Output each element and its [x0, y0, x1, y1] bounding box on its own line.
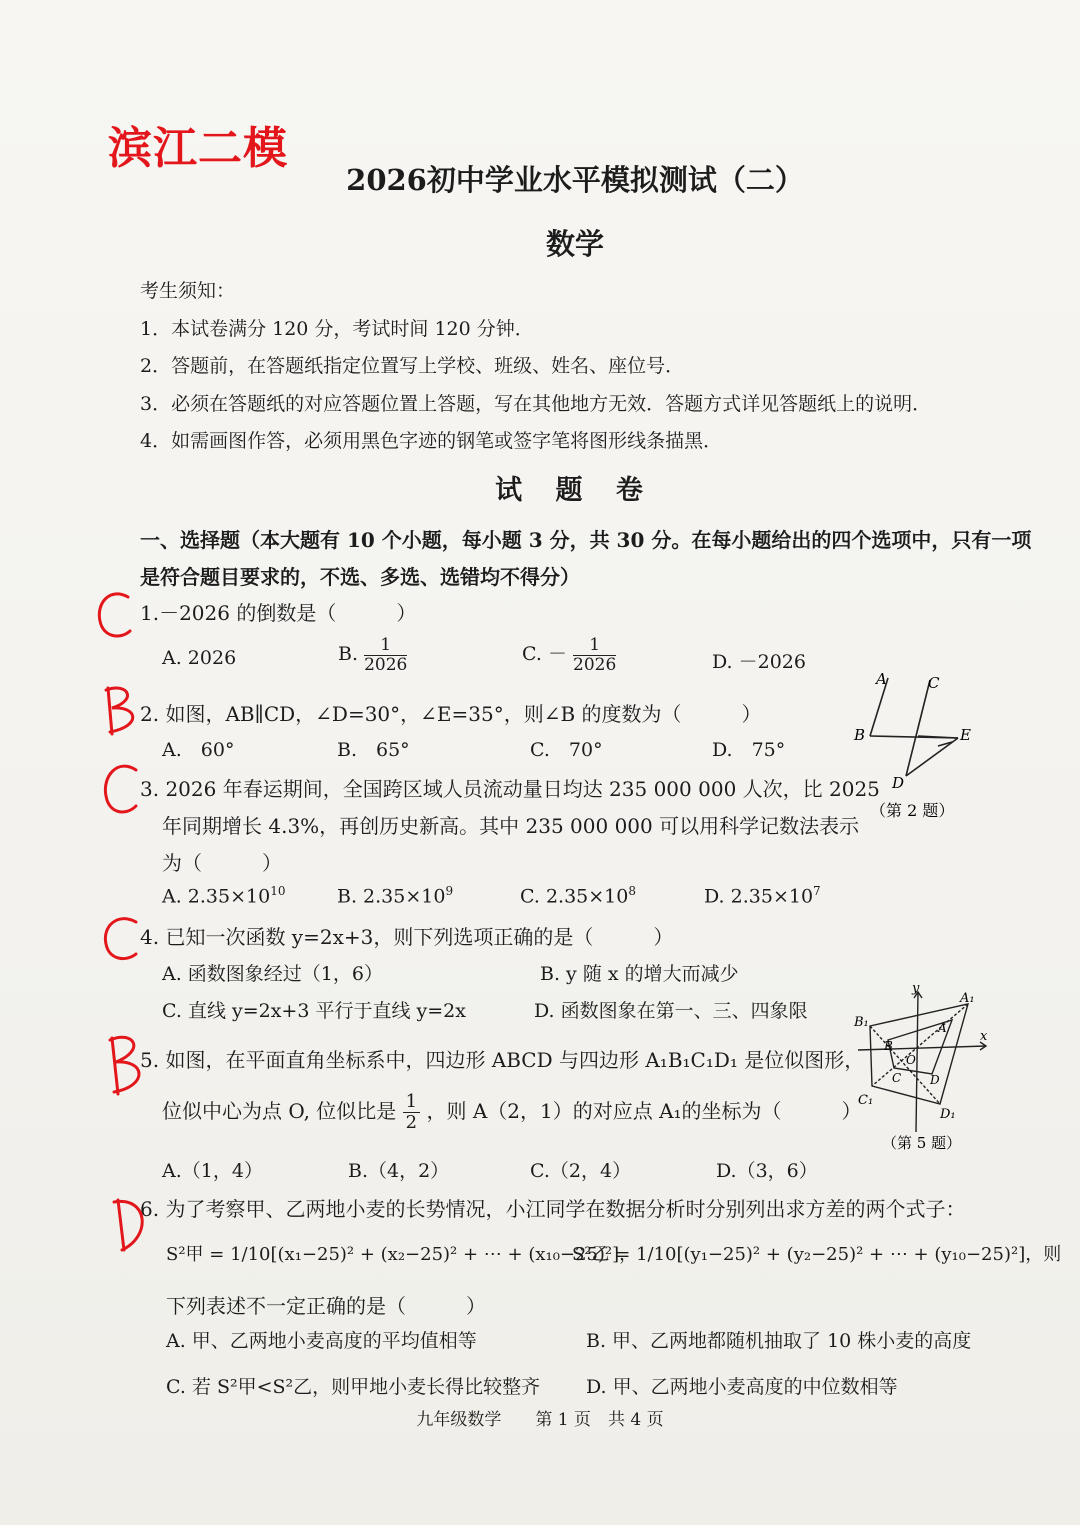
q4-handwritten-answer-c — [96, 912, 146, 966]
q1-stem: 1.－2026 的倒数是（ ） — [140, 601, 417, 625]
q5-label-c1: C₁ — [858, 1093, 874, 1108]
q5-x-axis — [858, 1046, 986, 1050]
exam-title: 2026初中学业水平模拟测试（二） — [346, 163, 804, 197]
q2-label-b: B — [854, 726, 866, 744]
notice-item-1: 1．本试卷满分 120 分，考试时间 120 分钟． — [140, 318, 534, 340]
q3-handwritten-answer-c — [96, 758, 146, 820]
q5-y-axis — [916, 992, 918, 1132]
q3-option-a: A. $2.35\times 10^{10}$ — [162, 884, 286, 908]
q1-option-c: C. － $\frac{1}{2026}$ — [522, 635, 617, 675]
q1-option-c-fraction: $\frac{1}{2026}$ — [573, 635, 617, 675]
notice-item-2: 2．答题前，在答题纸指定位置写上学校、班级、姓名、座位号． — [140, 355, 685, 377]
q6-option-b: B. 甲、乙两地都随机抽取了 10 株小麦的高度 — [586, 1330, 972, 1352]
q4-option-c: C. 直线 y=2x+3 平行于直线 y=2x — [162, 1000, 466, 1022]
notice-heading: 考生须知： — [140, 280, 236, 302]
q5-label-a: A — [938, 1021, 947, 1035]
q5-label-d1: D₁ — [940, 1107, 956, 1122]
q2-stem: 2. 如图，AB∥CD，∠D=30°，∠E=35°，则∠B 的度数为（ ） — [140, 702, 762, 726]
q1-handwritten-answer-c — [90, 585, 140, 645]
q5-handwritten-answer-b — [100, 1030, 150, 1100]
q6-formula-yi: S²乙 = 1/10[(y₁−25)² + (y₂−25)² + ⋯ + (y₁₀−25)²]，则 — [572, 1244, 1062, 1265]
q6-formula-jia: S²甲 = 1/10[(x₁−25)² + (x₂−25)² + ⋯ + (x₁₀−25)²]， — [166, 1244, 638, 1265]
q5-label-b: B — [884, 1039, 893, 1053]
q2-option-c: C. 70° — [530, 739, 603, 761]
q6-line1: 6. 为了考察甲、乙两地小麦的长势情况，小江同学在数据分析时分别列出求方差的两个式子： — [140, 1197, 966, 1221]
page-footer: 九年级数学 第 1 页 共 4 页 — [416, 1410, 664, 1430]
notice-item-4: 4．如需画图作答，必须用黑色字迹的钢笔或签字笔将图形线条描黑． — [140, 430, 723, 452]
exam-subject: 数学 — [545, 227, 604, 261]
q5-label-o: O — [906, 1053, 916, 1067]
q5-label-x: x — [980, 1029, 988, 1044]
q2-figure — [848, 668, 978, 828]
q2-figure-caption: （第 2 题） — [870, 801, 955, 820]
q5-figure — [848, 982, 998, 1157]
q5-label-d: D — [930, 1073, 940, 1087]
q5-line1: 5. 如图，在平面直角坐标系中，四边形 ABCD 与四边形 A₁B₁C₁D₁ 是位似图形， — [140, 1048, 865, 1072]
section1-line1: 一、选择题（本大题有 10 个小题，每小题 3 分，共 30 分。在每小题给出的四个选项中，只有一项 — [140, 528, 1032, 552]
q5-label-b1: B₁ — [854, 1015, 869, 1030]
q5-line2: 位似中心为点 O, 位似比是 $\frac{1}{2}$ ，则 A（2，1）的对应点 A₁的坐标为（ ） — [162, 1091, 862, 1133]
q5-option-a: A.（1，4） — [162, 1160, 263, 1182]
q6-option-a: A. 甲、乙两地小麦高度的平均值相等 — [166, 1330, 477, 1352]
q2-option-a: A. 60° — [162, 739, 235, 761]
q1-option-d: D. －2026 — [712, 651, 806, 673]
q3-option-b: B. $2.35\times 10^9$ — [337, 884, 454, 908]
q5-label-y: y — [912, 982, 920, 996]
q3-line1: 3. 2026 年春运期间，全国跨区域人员流动量日均达 235 000 000 人次，比 2025 — [140, 777, 880, 801]
exam-tag: 滨江二模 — [108, 123, 288, 174]
q3-line3: 为（ ） — [162, 851, 282, 875]
q5-figure-caption: （第 5 题） — [882, 1134, 962, 1152]
section1-line2: 是符合题目要求的，不选、多选、选错均不得分） — [140, 565, 580, 589]
q5-label-a1: A₁ — [960, 991, 975, 1006]
q5-option-c: C.（2，4） — [530, 1160, 632, 1182]
notice-item-3: 3．必须在答题纸的对应答题位置上答题，写在其他地方无效．答题方式详见答题纸上的说明． — [140, 393, 932, 415]
q6-option-d: D. 甲、乙两地小麦高度的中位数相等 — [586, 1376, 898, 1398]
q3-line2: 年同期增长 4.3%，再创历史新高。其中 235 000 000 可以用科学记数法表示 — [162, 814, 860, 838]
q5-label-c: C — [892, 1071, 902, 1085]
q5-quad-a1b1c1d1 — [870, 1004, 968, 1104]
q3-option-c: C. $2.35\times 10^8$ — [520, 884, 636, 908]
q5-option-b: B.（4，2） — [348, 1160, 450, 1182]
q1-option-b: B. $\frac{1}{2026}$ — [338, 635, 408, 675]
section-title: 试 题 卷 — [495, 475, 655, 506]
q6-line3: 下列表述不一定正确的是（ ） — [166, 1294, 486, 1318]
q5-option-d: D.（3，6） — [716, 1160, 818, 1182]
q2-label-e: E — [960, 726, 971, 744]
q1-option-b-fraction: $\frac{1}{2026}$ — [364, 635, 408, 675]
q6-handwritten-answer-d — [104, 1192, 154, 1256]
q3-option-d: D. $2.35\times 10^7$ — [704, 884, 821, 908]
q5-ratio-fraction: $\frac{1}{2}$ — [403, 1092, 420, 1133]
q6-option-c: C. 若 S²甲<S²乙，则甲地小麦长得比较整齐 — [166, 1376, 541, 1398]
q2-label-a: A — [876, 670, 887, 688]
q4-option-d: D. 函数图象在第一、三、四象限 — [534, 1000, 808, 1022]
q2-option-d: D. 75° — [712, 739, 786, 761]
q1-option-a: A. 2026 — [162, 647, 237, 669]
q4-option-a: A. 函数图象经过（1，6） — [162, 963, 383, 985]
q2-label-c: C — [928, 674, 940, 692]
q2-label-d: D — [892, 774, 905, 792]
q4-option-b: B. y 随 x 的增大而减少 — [540, 963, 739, 985]
q2-handwritten-answer-b — [98, 682, 148, 740]
q2-option-b: B. 65° — [337, 739, 410, 761]
q4-stem: 4. 已知一次函数 y=2x+3，则下列选项正确的是（ ） — [140, 925, 674, 949]
